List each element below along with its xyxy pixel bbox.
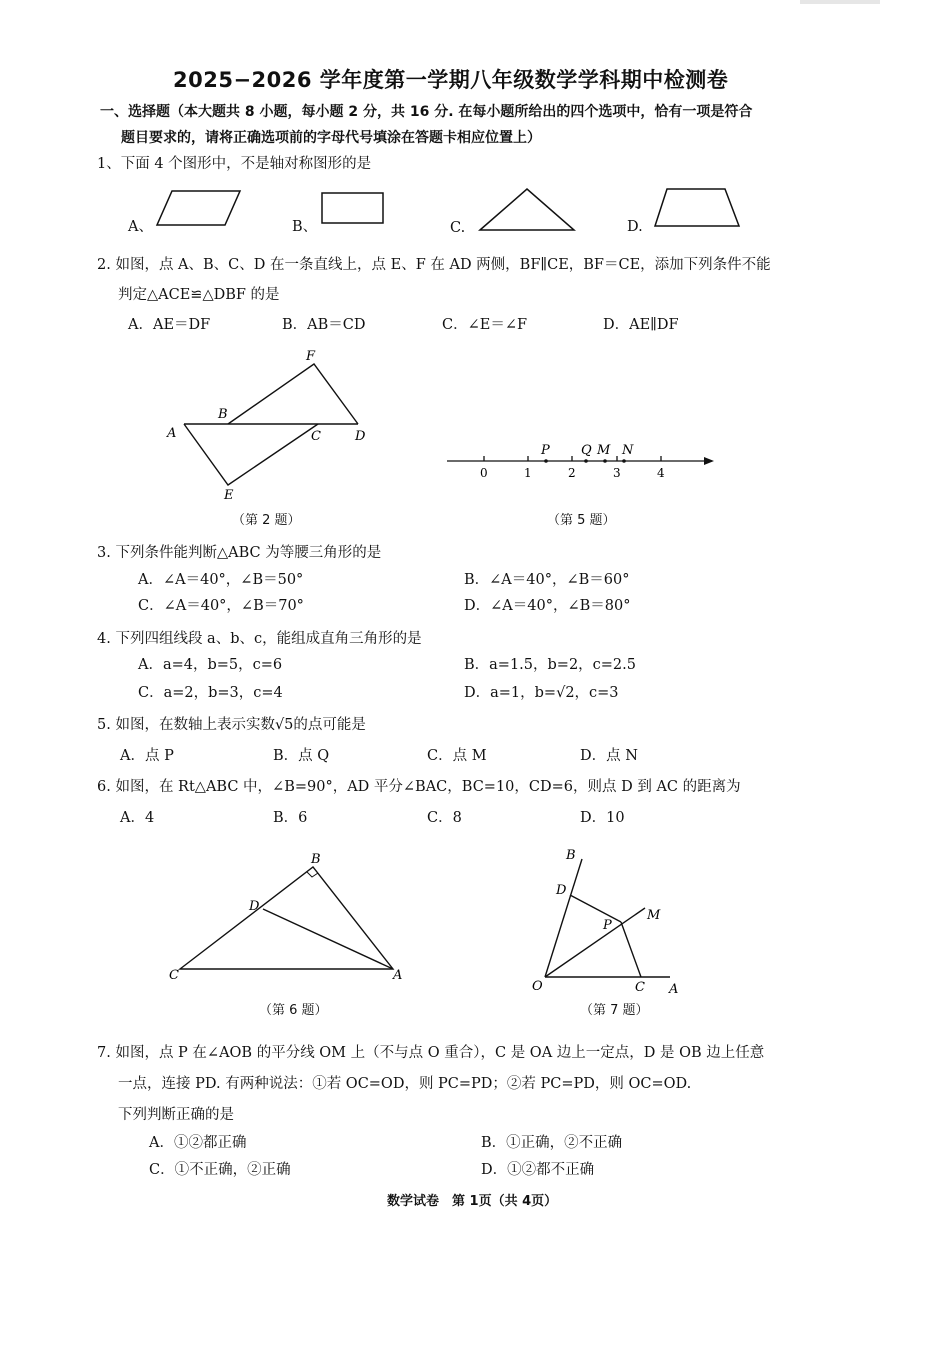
q2-stem-line1: 2. 如图，点 A、B、C、D 在一条直线上，点 E、F 在 AD 两侧，BF∥CE，BF＝CE，添加下列条件不能 [97,257,771,273]
q7-stem-line2: 一点，连接 PD. 有两种说法：①若 OC=OD，则 PC=PD；②若 PC=PD，则 OC=OD. [118,1076,692,1092]
q7-point-d: D [556,883,567,898]
q2-caption: （第 2 题） [232,513,301,528]
q6-option-b: B．6 [273,810,308,826]
tick-3: 3 [613,466,621,480]
q2-option-b: B．AB＝CD [282,317,366,333]
q2-point-f: F [306,349,316,364]
section-header-line2: 题目要求的，请将正确选项前的字母代号填涂在答题卡相应位置上） [121,130,541,146]
q5-point-m: M [597,443,611,458]
q2-point-a: A [167,426,177,441]
q6-point-b: B [311,852,321,867]
q7-option-d: D．①②都不正确 [481,1162,595,1178]
q1-label-b: B、 [292,219,318,235]
q1-label-c: C. [450,220,466,236]
q1-label-d: D. [627,219,643,235]
q2-point-b: B [218,407,228,422]
q4-option-d: D．a=1，b=√2，c=3 [464,685,619,701]
page-footer: 数学试卷 第 1页（共 4页） [387,1194,558,1209]
q5-point-q: Q [581,443,592,458]
q6-option-c: C．8 [427,810,462,826]
q6-stem: 6. 如图，在 Rt△ABC 中，∠B=90°，AD 平分∠BAC，BC=10，CD=6，则点 D 到 AC 的距离为 [97,779,741,795]
q5-caption: （第 5 题） [547,513,616,528]
q3-option-d: D．∠A＝40°，∠B＝80° [464,598,631,614]
q2-point-d: D [355,429,366,444]
exam-title: 2025−2026 学年度第一学期八年级数学学科期中检测卷 [173,68,729,92]
q2-point-c: C [311,429,321,444]
q5-stem: 5. 如图，在数轴上表示实数√5的点可能是 [97,717,366,733]
tick-4: 4 [657,466,665,480]
q7-point-b: B [566,848,576,863]
q4-option-a: A．a=4，b=5，c=6 [138,657,283,673]
q5-option-a: A．点 P [120,748,174,764]
q6-point-a: A [393,968,403,983]
q3-option-c: C．∠A＝40°，∠B＝70° [138,598,304,614]
q2-point-e: E [224,488,234,503]
q6-option-a: A．4 [120,810,155,826]
q1-stem: 1、下面 4 个图形中，不是轴对称图形的是 [97,156,372,172]
q2-option-a: A．AE＝DF [128,317,211,333]
q1-label-a: A、 [128,219,153,235]
q6-option-d: D．10 [580,810,625,826]
q7-point-a: A [669,982,679,997]
q7-point-p: P [603,918,612,933]
section-header-line1: 一、选择题（本大题共 8 小题，每小题 2 分，共 16 分. 在每小题所给出的四个选项中，恰有一项是符合 [100,104,753,120]
q5-point-n: N [622,443,634,458]
q5-point-p: P [541,443,550,458]
q2-option-c: C．∠E＝∠F [442,317,528,333]
q2-stem-line2: 判定△ACE≌△DBF 的是 [118,287,280,303]
q7-option-c: C．①不正确，②正确 [149,1162,291,1178]
q5-option-c: C．点 M [427,748,487,764]
q6-point-d: D [249,899,260,914]
q7-point-o: O [532,979,543,994]
q7-caption: （第 7 题） [580,1003,649,1018]
q7-point-m: M [647,908,661,923]
q3-option-a: A．∠A＝40°，∠B＝50° [138,572,304,588]
q4-stem: 4. 下列四组线段 a、b、c，能组成直角三角形的是 [97,631,422,647]
q5-option-d: D．点 N [580,748,638,764]
q7-option-b: B．①正确，②不正确 [481,1135,623,1151]
q2-option-d: D．AE∥DF [603,317,679,333]
tick-2: 2 [568,466,576,480]
q7-stem-line3: 下列判断正确的是 [118,1107,234,1123]
tick-1: 1 [524,466,532,480]
q4-option-b: B．a=1.5，b=2，c=2.5 [464,657,636,673]
q6-point-c: C [169,968,179,983]
tick-0: 0 [480,466,488,480]
q5-option-b: B．点 Q [273,748,330,764]
q7-stem-line1: 7. 如图，点 P 在∠AOB 的平分线 OM 上（不与点 O 重合），C 是 OA 边上一定点，D 是 OB 边上任意 [97,1045,765,1061]
q3-option-b: B．∠A＝40°，∠B＝60° [464,572,630,588]
q6-caption: （第 6 题） [259,1003,328,1018]
q7-option-a: A．①②都正确 [149,1135,247,1151]
q7-point-c: C [635,980,645,995]
q4-option-c: C．a=2，b=3，c=4 [138,685,283,701]
q3-stem: 3. 下列条件能判断△ABC 为等腰三角形的是 [97,545,382,561]
